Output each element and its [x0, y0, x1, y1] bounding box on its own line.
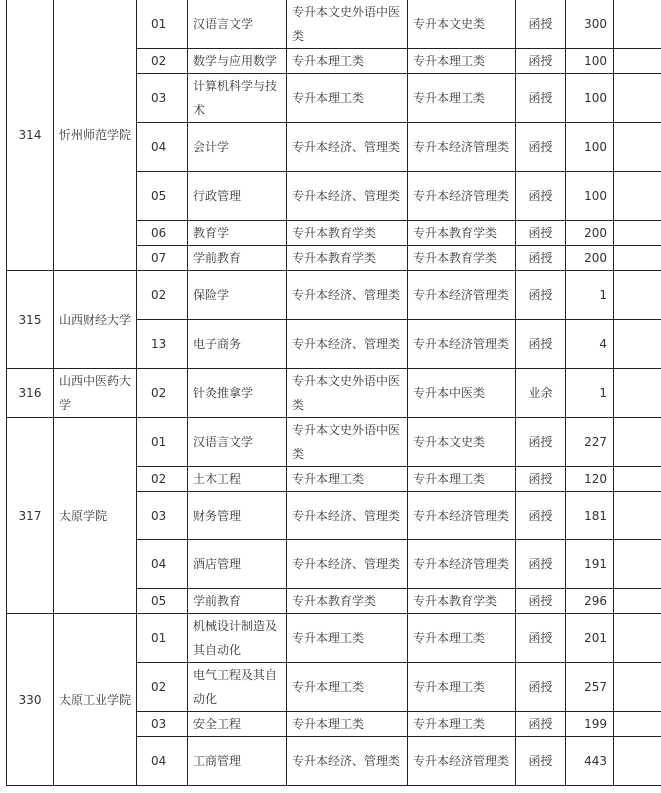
exam-level: 专升本理工类: [287, 663, 408, 712]
study-mode: 函授: [516, 492, 566, 540]
study-mode: 函授: [516, 49, 566, 74]
exam-level: 专升本经济、管理类: [287, 737, 408, 786]
exam-category: 专升本经济管理类: [408, 492, 516, 540]
study-mode: 函授: [516, 589, 566, 614]
empty-cell: [614, 271, 661, 320]
study-mode: 函授: [516, 467, 566, 492]
exam-category: 专升本中医类: [408, 369, 516, 418]
study-mode: 函授: [516, 418, 566, 467]
study-mode: 函授: [516, 246, 566, 271]
institution-name: 山西中医药大学: [54, 369, 137, 418]
institution-code: 330: [7, 614, 54, 786]
major-name: 汉语言文学: [188, 418, 287, 467]
major-name: 财务管理: [188, 492, 287, 540]
exam-level: 专升本经济、管理类: [287, 172, 408, 221]
major-name: 行政管理: [188, 172, 287, 221]
enrollment-plan: 296: [566, 589, 614, 614]
institution-name: 太原学院: [54, 418, 137, 614]
major-code: 07: [137, 246, 188, 271]
exam-level: 专升本文史外语中医类: [287, 369, 408, 418]
empty-cell: [614, 540, 661, 589]
exam-category: 专升本经济管理类: [408, 172, 516, 221]
enrollment-plan: 200: [566, 221, 614, 246]
major-code: 06: [137, 221, 188, 246]
study-mode: 函授: [516, 737, 566, 786]
major-code: 05: [137, 172, 188, 221]
study-mode: 函授: [516, 221, 566, 246]
enrollment-plan: 191: [566, 540, 614, 589]
empty-cell: [614, 663, 661, 712]
major-name: 酒店管理: [188, 540, 287, 589]
empty-cell: [614, 123, 661, 172]
exam-category: 专升本教育学类: [408, 246, 516, 271]
exam-category: 专升本教育学类: [408, 221, 516, 246]
exam-category: 专升本理工类: [408, 467, 516, 492]
enrollment-plan: 100: [566, 172, 614, 221]
enrollment-plan: 1: [566, 369, 614, 418]
empty-cell: [614, 614, 661, 663]
major-code: 02: [137, 49, 188, 74]
enrollment-plan: 100: [566, 74, 614, 123]
exam-category: 专升本经济管理类: [408, 320, 516, 369]
institution-code: 316: [7, 369, 54, 418]
major-code: 03: [137, 712, 188, 737]
major-code: 01: [137, 0, 188, 49]
exam-category: 专升本文史类: [408, 0, 516, 49]
empty-cell: [614, 172, 661, 221]
major-name: 学前教育: [188, 246, 287, 271]
major-code: 02: [137, 467, 188, 492]
study-mode: 函授: [516, 540, 566, 589]
institution-name: 忻州师范学院: [54, 0, 137, 271]
exam-level: 专升本理工类: [287, 712, 408, 737]
exam-category: 专升本理工类: [408, 49, 516, 74]
major-name: 针灸推拿学: [188, 369, 287, 418]
exam-level: 专升本经济、管理类: [287, 320, 408, 369]
major-name: 教育学: [188, 221, 287, 246]
exam-level: 专升本经济、管理类: [287, 123, 408, 172]
study-mode: 函授: [516, 74, 566, 123]
exam-level: 专升本理工类: [287, 614, 408, 663]
empty-cell: [614, 712, 661, 737]
major-code: 05: [137, 589, 188, 614]
empty-cell: [614, 737, 661, 786]
empty-cell: [614, 246, 661, 271]
table-row: [7, 0, 661, 49]
exam-level: 专升本理工类: [287, 74, 408, 123]
major-code: 02: [137, 271, 188, 320]
institution-name: 山西财经大学: [54, 271, 137, 369]
empty-cell: [614, 467, 661, 492]
major-code: 02: [137, 663, 188, 712]
major-name: 电气工程及其自动化: [188, 663, 287, 712]
exam-level: 专升本文史外语中医类: [287, 0, 408, 49]
exam-category: 专升本文史类: [408, 418, 516, 467]
exam-category: 专升本经济管理类: [408, 271, 516, 320]
exam-level: 专升本经济、管理类: [287, 271, 408, 320]
institution-code: 317: [7, 418, 54, 614]
empty-cell: [614, 74, 661, 123]
study-mode: 函授: [516, 271, 566, 320]
major-code: 04: [137, 123, 188, 172]
enrollment-plan: 199: [566, 712, 614, 737]
study-mode: 函授: [516, 614, 566, 663]
empty-cell: [614, 320, 661, 369]
study-mode: 业余: [516, 369, 566, 418]
exam-level: 专升本理工类: [287, 49, 408, 74]
study-mode: 函授: [516, 123, 566, 172]
major-name: 电子商务: [188, 320, 287, 369]
table-row: [7, 418, 661, 467]
exam-level: 专升本教育学类: [287, 589, 408, 614]
major-name: 保险学: [188, 271, 287, 320]
enrollment-plan: 181: [566, 492, 614, 540]
major-code: 04: [137, 540, 188, 589]
major-name: 安全工程: [188, 712, 287, 737]
exam-category: 专升本理工类: [408, 74, 516, 123]
major-code: 01: [137, 614, 188, 663]
exam-level: 专升本教育学类: [287, 246, 408, 271]
exam-level: 专升本文史外语中医类: [287, 418, 408, 467]
major-code: 02: [137, 369, 188, 418]
exam-category: 专升本经济管理类: [408, 540, 516, 589]
empty-cell: [614, 49, 661, 74]
major-name: 土木工程: [188, 467, 287, 492]
enrollment-plan: 443: [566, 737, 614, 786]
empty-cell: [614, 492, 661, 540]
enrollment-plan: 4: [566, 320, 614, 369]
exam-level: 专升本理工类: [287, 467, 408, 492]
institution-code: 315: [7, 271, 54, 369]
enrollment-plan: 1: [566, 271, 614, 320]
enrollment-plan: 300: [566, 0, 614, 49]
enrollment-plan: 227: [566, 418, 614, 467]
exam-category: 专升本经济管理类: [408, 123, 516, 172]
empty-cell: [614, 221, 661, 246]
enrollment-plan: 201: [566, 614, 614, 663]
major-name: 数学与应用数学: [188, 49, 287, 74]
enrollment-table: [6, 0, 661, 786]
enrollment-plan: 257: [566, 663, 614, 712]
study-mode: 函授: [516, 172, 566, 221]
study-mode: 函授: [516, 320, 566, 369]
major-name: 工商管理: [188, 737, 287, 786]
major-code: 04: [137, 737, 188, 786]
empty-cell: [614, 589, 661, 614]
study-mode: 函授: [516, 0, 566, 49]
major-name: 会计学: [188, 123, 287, 172]
empty-cell: [614, 418, 661, 467]
table-row: [7, 369, 661, 418]
enrollment-plan: 100: [566, 123, 614, 172]
exam-category: 专升本经济管理类: [408, 737, 516, 786]
study-mode: 函授: [516, 663, 566, 712]
exam-level: 专升本经济、管理类: [287, 492, 408, 540]
exam-level: 专升本教育学类: [287, 221, 408, 246]
table-row: [7, 614, 661, 663]
exam-category: 专升本教育学类: [408, 589, 516, 614]
table-row: [7, 271, 661, 320]
empty-cell: [614, 369, 661, 418]
major-name: 学前教育: [188, 589, 287, 614]
exam-category: 专升本理工类: [408, 712, 516, 737]
empty-cell: [614, 0, 661, 49]
exam-level: 专升本经济、管理类: [287, 540, 408, 589]
enrollment-plan: 200: [566, 246, 614, 271]
major-code: 01: [137, 418, 188, 467]
major-name: 汉语言文学: [188, 0, 287, 49]
study-mode: 函授: [516, 712, 566, 737]
enrollment-plan: 100: [566, 49, 614, 74]
major-code: 03: [137, 492, 188, 540]
major-code: 03: [137, 74, 188, 123]
major-name: 机械设计制造及其自动化: [188, 614, 287, 663]
exam-category: 专升本理工类: [408, 614, 516, 663]
exam-category: 专升本理工类: [408, 663, 516, 712]
institution-code: 314: [7, 0, 54, 271]
major-code: 13: [137, 320, 188, 369]
major-name: 计算机科学与技术: [188, 74, 287, 123]
institution-name: 太原工业学院: [54, 614, 137, 786]
enrollment-plan: 120: [566, 467, 614, 492]
